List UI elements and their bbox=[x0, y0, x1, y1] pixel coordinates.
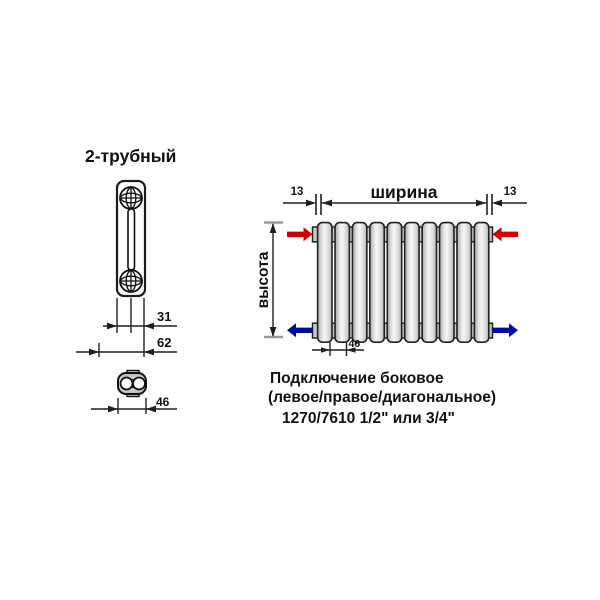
caption-line-2: (левое/правое/диагональное) bbox=[268, 389, 496, 406]
radiator-tube bbox=[474, 223, 488, 343]
dimension-hub-width bbox=[91, 395, 177, 414]
radiator-tube bbox=[335, 223, 349, 343]
radiator-tube bbox=[422, 223, 436, 343]
dim-46-side-label: 46 bbox=[156, 395, 170, 409]
radiator-tube bbox=[440, 223, 454, 343]
caption-line-3: 1270/7610 1/2" или 3/4" bbox=[282, 410, 455, 427]
dim-31-label: 31 bbox=[157, 309, 172, 324]
radiator-tube bbox=[457, 223, 471, 343]
radiator-tube bbox=[318, 223, 332, 343]
section-slot bbox=[128, 209, 135, 270]
supply-arrow-left-icon bbox=[287, 227, 313, 241]
offset-right-label: 13 bbox=[503, 186, 517, 198]
side-view-title: 2-трубный bbox=[85, 146, 177, 166]
offset-left-label: 13 bbox=[290, 186, 304, 198]
return-arrow-right-icon bbox=[493, 323, 519, 337]
supply-arrow-right-icon bbox=[493, 227, 519, 241]
dimension-depth bbox=[76, 335, 177, 355]
radiator-tube bbox=[352, 223, 366, 343]
dim-46-front-label: 46 bbox=[348, 338, 361, 350]
caption-line-1: Подключение боковое bbox=[270, 370, 444, 387]
return-arrow-left-icon bbox=[287, 323, 313, 337]
dimension-width bbox=[283, 182, 527, 215]
radiator-tube bbox=[405, 223, 419, 343]
front-view-radiator bbox=[255, 182, 527, 356]
dimension-half-depth bbox=[103, 309, 177, 329]
height-label: высота bbox=[255, 251, 272, 309]
radiator-tube bbox=[370, 223, 384, 343]
dimension-height bbox=[255, 223, 283, 338]
side-view-section bbox=[76, 181, 177, 414]
width-label: ширина bbox=[370, 182, 438, 202]
section-plan-view bbox=[118, 371, 146, 397]
plug-top-icon bbox=[120, 187, 142, 209]
dim-62-label: 62 bbox=[157, 335, 172, 350]
plug-bottom-icon bbox=[120, 270, 142, 292]
radiator-tube bbox=[387, 223, 401, 343]
